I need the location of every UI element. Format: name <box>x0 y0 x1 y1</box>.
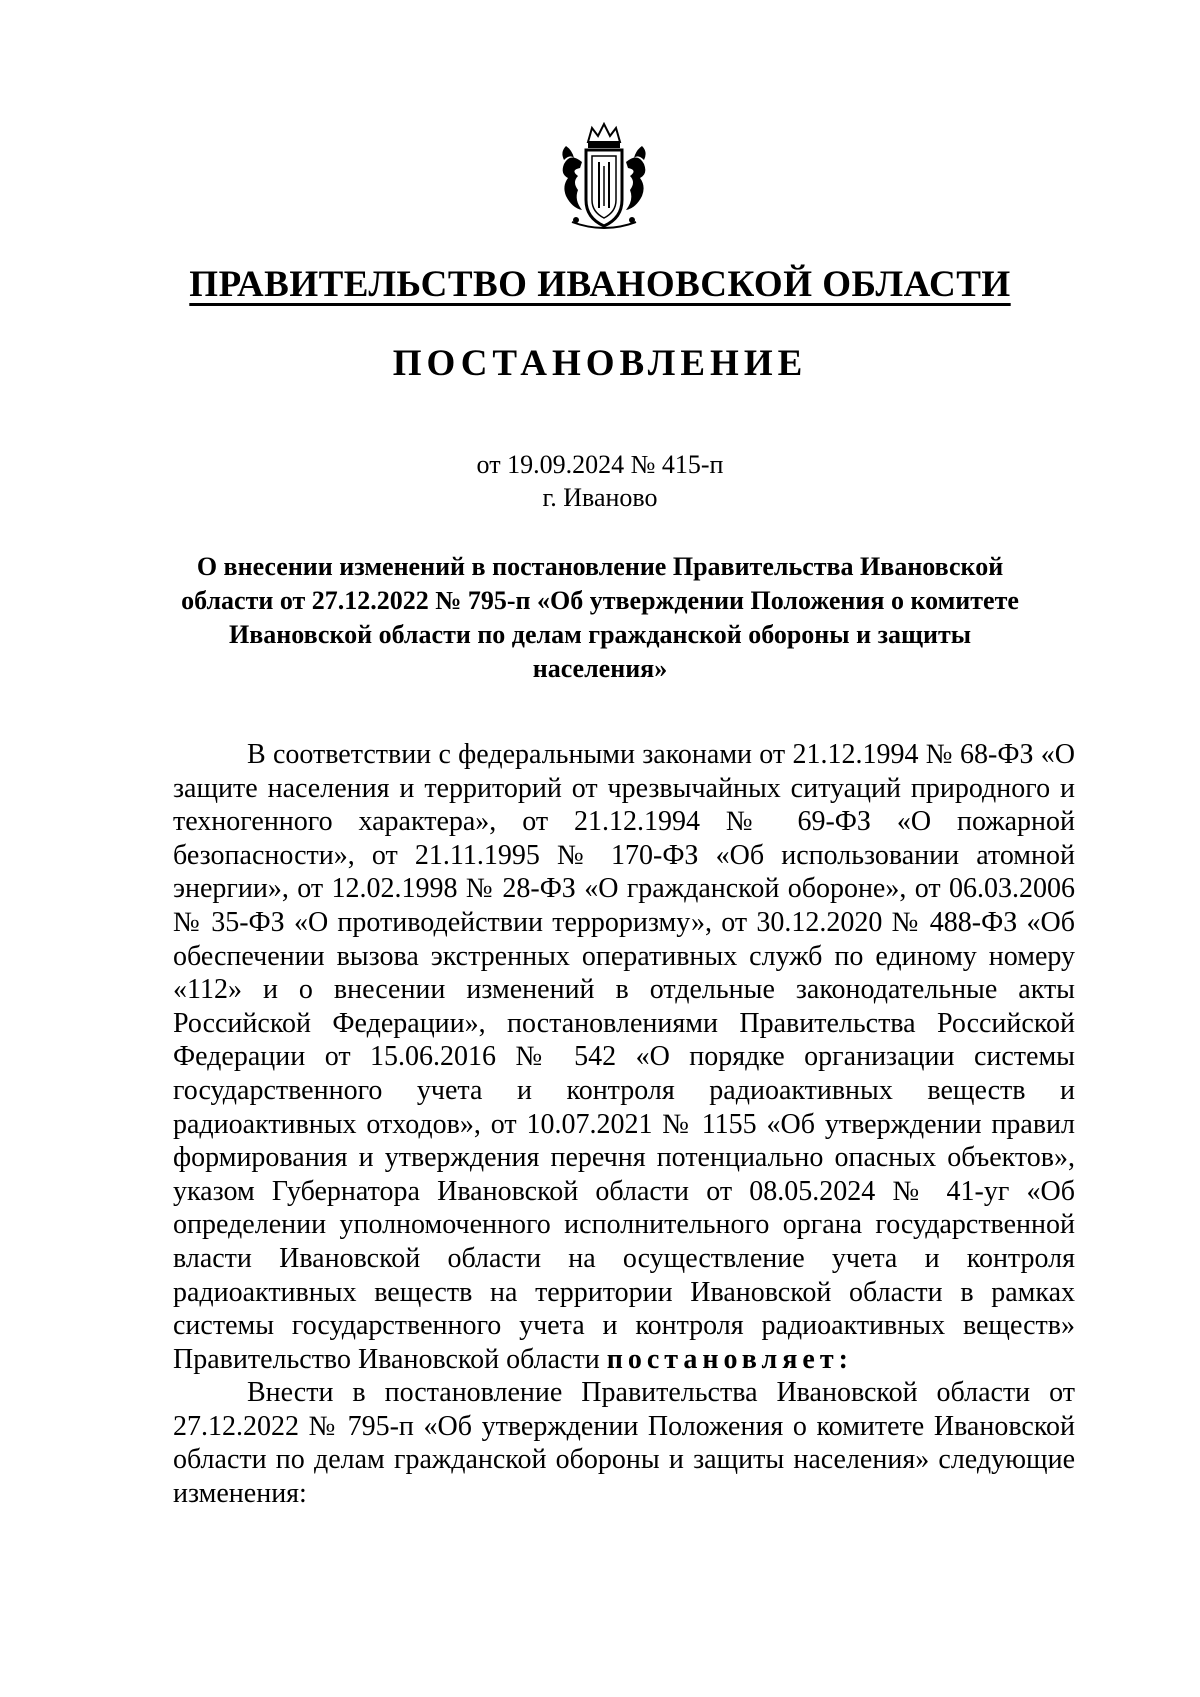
government-title-text: ПРАВИТЕЛЬСТВО ИВАНОВСКОЙ ОБЛАСТИ <box>189 264 1011 305</box>
document-city: г. Иваново <box>542 483 658 512</box>
government-title <box>0 263 1200 306</box>
resolves-word: постановляет: <box>606 1343 853 1375</box>
body-paragraph-1 <box>173 738 1075 1376</box>
body-paragraph-1-text: В соответствии с федеральными законами от 21.12.1994 № 68-ФЗ «О защите населения и территорий от чрезвычайных ситуаций природного и техногенного характера», от 21.12.1994 № 69-ФЗ «О пожарной безопасности», от 21.11.1995 № 170-ФЗ «Об использовании атомной энергии», от 12.02.1998 № 28-ФЗ «О гражданской обороне», от 06.03.2006 № 35-ФЗ «О противодействии терроризму», от 30.12.2020 № 488-ФЗ «Об обеспечении вызова экстренных оперативных служб по единому номеру «112» и о внесении изменений в отдельные законодательные акты Российской Федерации», постановлениями Правительства Российской Федерации от 15.06.2016 № 542 «О порядке организации системы государственного учета и контроля радиоактивных веществ и радиоактивных отходов», от 10.07.2021 № 1155 «Об утверждении правил формирования и утверждения перечня потенциально опасных объектов», указом Губернатора Ивановской области от 08.05.2024 № 41-уг «Об определении уполномоченного исполнительного органа государственной власти Ивановской области на осуществление учета и контроля радиоактивных веществ на территории Ивановской области в рамках системы государственного учета и контроля радиоактивных веществ» Правительство Ивановской области <box>173 739 1075 1375</box>
coat-of-arms-icon <box>552 122 656 234</box>
body-paragraph-2: Внести в постановление Правительства Ивановской области от 27.12.2022 № 795-п «Об утверждении Положения о комитете Ивановской области по делам гражданской обороны и защиты населения» следующие изменения: <box>173 1377 1075 1510</box>
document-type: ПОСТАНОВЛЕНИЕ <box>392 343 808 384</box>
document-body <box>173 738 1075 1511</box>
document-subject: О внесении изменений в постановление Правительства Ивановской области от 27.12.2022 № 795-п «Об утверждении Положения о комитете Ивановской области по делам гражданской обороны и защиты населения» <box>181 552 1019 683</box>
document-date-number: от 19.09.2024 № 415-п <box>476 450 724 479</box>
